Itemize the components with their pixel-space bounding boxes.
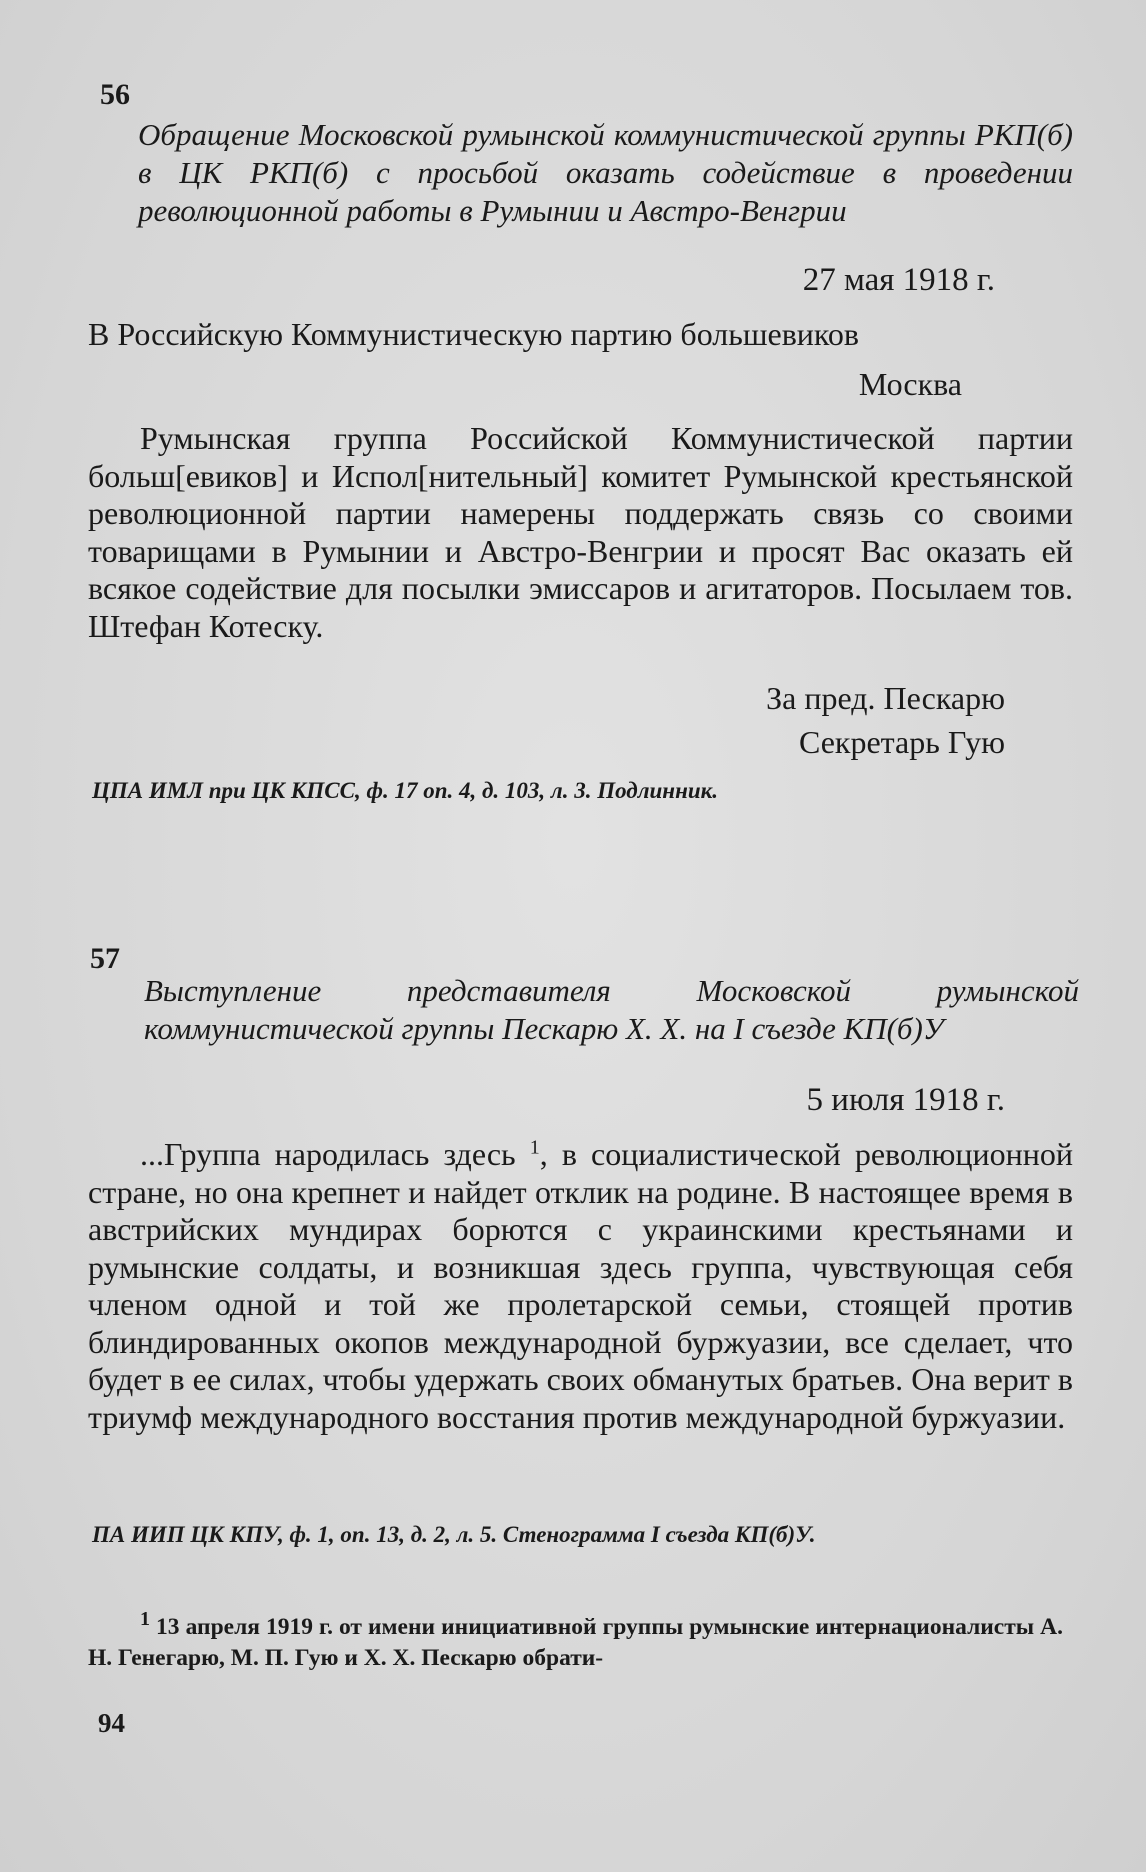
addressee: В Российскую Коммунистическую партию большевиков (88, 316, 859, 352)
footnote-text: 13 апреля 1919 г. от имени инициативной группы румынские интернационалисты А. Н. Генегарю, М. П. Гую и Х. Х. Пескарю обрати- (88, 1614, 1063, 1671)
signature-secretary: Секретарь Гую (798, 724, 1005, 760)
body-text: , в социалистической революционной стране, но она крепнет и найдет отклик на родине. В настоящее время в австрийских мундирах борются с украинскими крестьянами и румынские солдаты, и возникшая здесь группа, чувствующая себя членом одной и той же пролетарской семьи, стоящей против блиндированных окопов международной буржуазии, все сделает, что будет в ее силах, чтобы удержать своих обманутых братьев. Она верит в триумф международного восстания против международной буржуазии. (88, 1136, 1074, 1435)
body-text: ...Группа народилась здесь (140, 1136, 516, 1172)
footnote-marker: 1 (140, 1608, 150, 1631)
document-date: 5 июля 1918 г. (806, 1082, 1005, 1118)
city: Москва (858, 366, 962, 402)
document-date: 27 мая 1918 г. (802, 262, 995, 298)
archive-source: ЦПА ИМЛ при ЦК КПСС, ф. 17 оп. 4, д. 103, л. 3. Подлинник. (92, 778, 719, 803)
document-title: Выступление представителя Московской румынской коммунистической группы Пескарю Х. Х. на I съезде КП(б)У (144, 973, 1079, 1046)
document-number: 56 (100, 78, 130, 111)
page-number: 94 (98, 1708, 125, 1738)
footnote (88, 1608, 1063, 1674)
document-number: 57 (90, 942, 120, 975)
document-body: Румынская группа Российской Коммунистической партии больш[евиков] и Испол[нительный] комитет Румынской крестьянской революционной партии намерены поддержать связь со своими товарищами в Румынии и Австро-Венгрии и просят Вас оказать ей всякое содействие для посылки эмиссаров и агитаторов. Посылаем тов. Штефан Котеску. (88, 420, 1073, 644)
footnote-marker: 1 (529, 1136, 540, 1159)
signature-chair: За пред. Пескарю (766, 680, 1005, 716)
archive-source: ПА ИИП ЦК КПУ, ф. 1, оп. 13, д. 2, л. 5. Стенограмма I съезда КП(б)У. (92, 1522, 816, 1547)
document-body (88, 1136, 1073, 1436)
document-title: Обращение Московской румынской коммунистической группы РКП(б) в ЦК РКП(б) с просьбой оказать содействие в проведении революционной работы в Румынии и Австро-Венгрии (138, 117, 1073, 228)
